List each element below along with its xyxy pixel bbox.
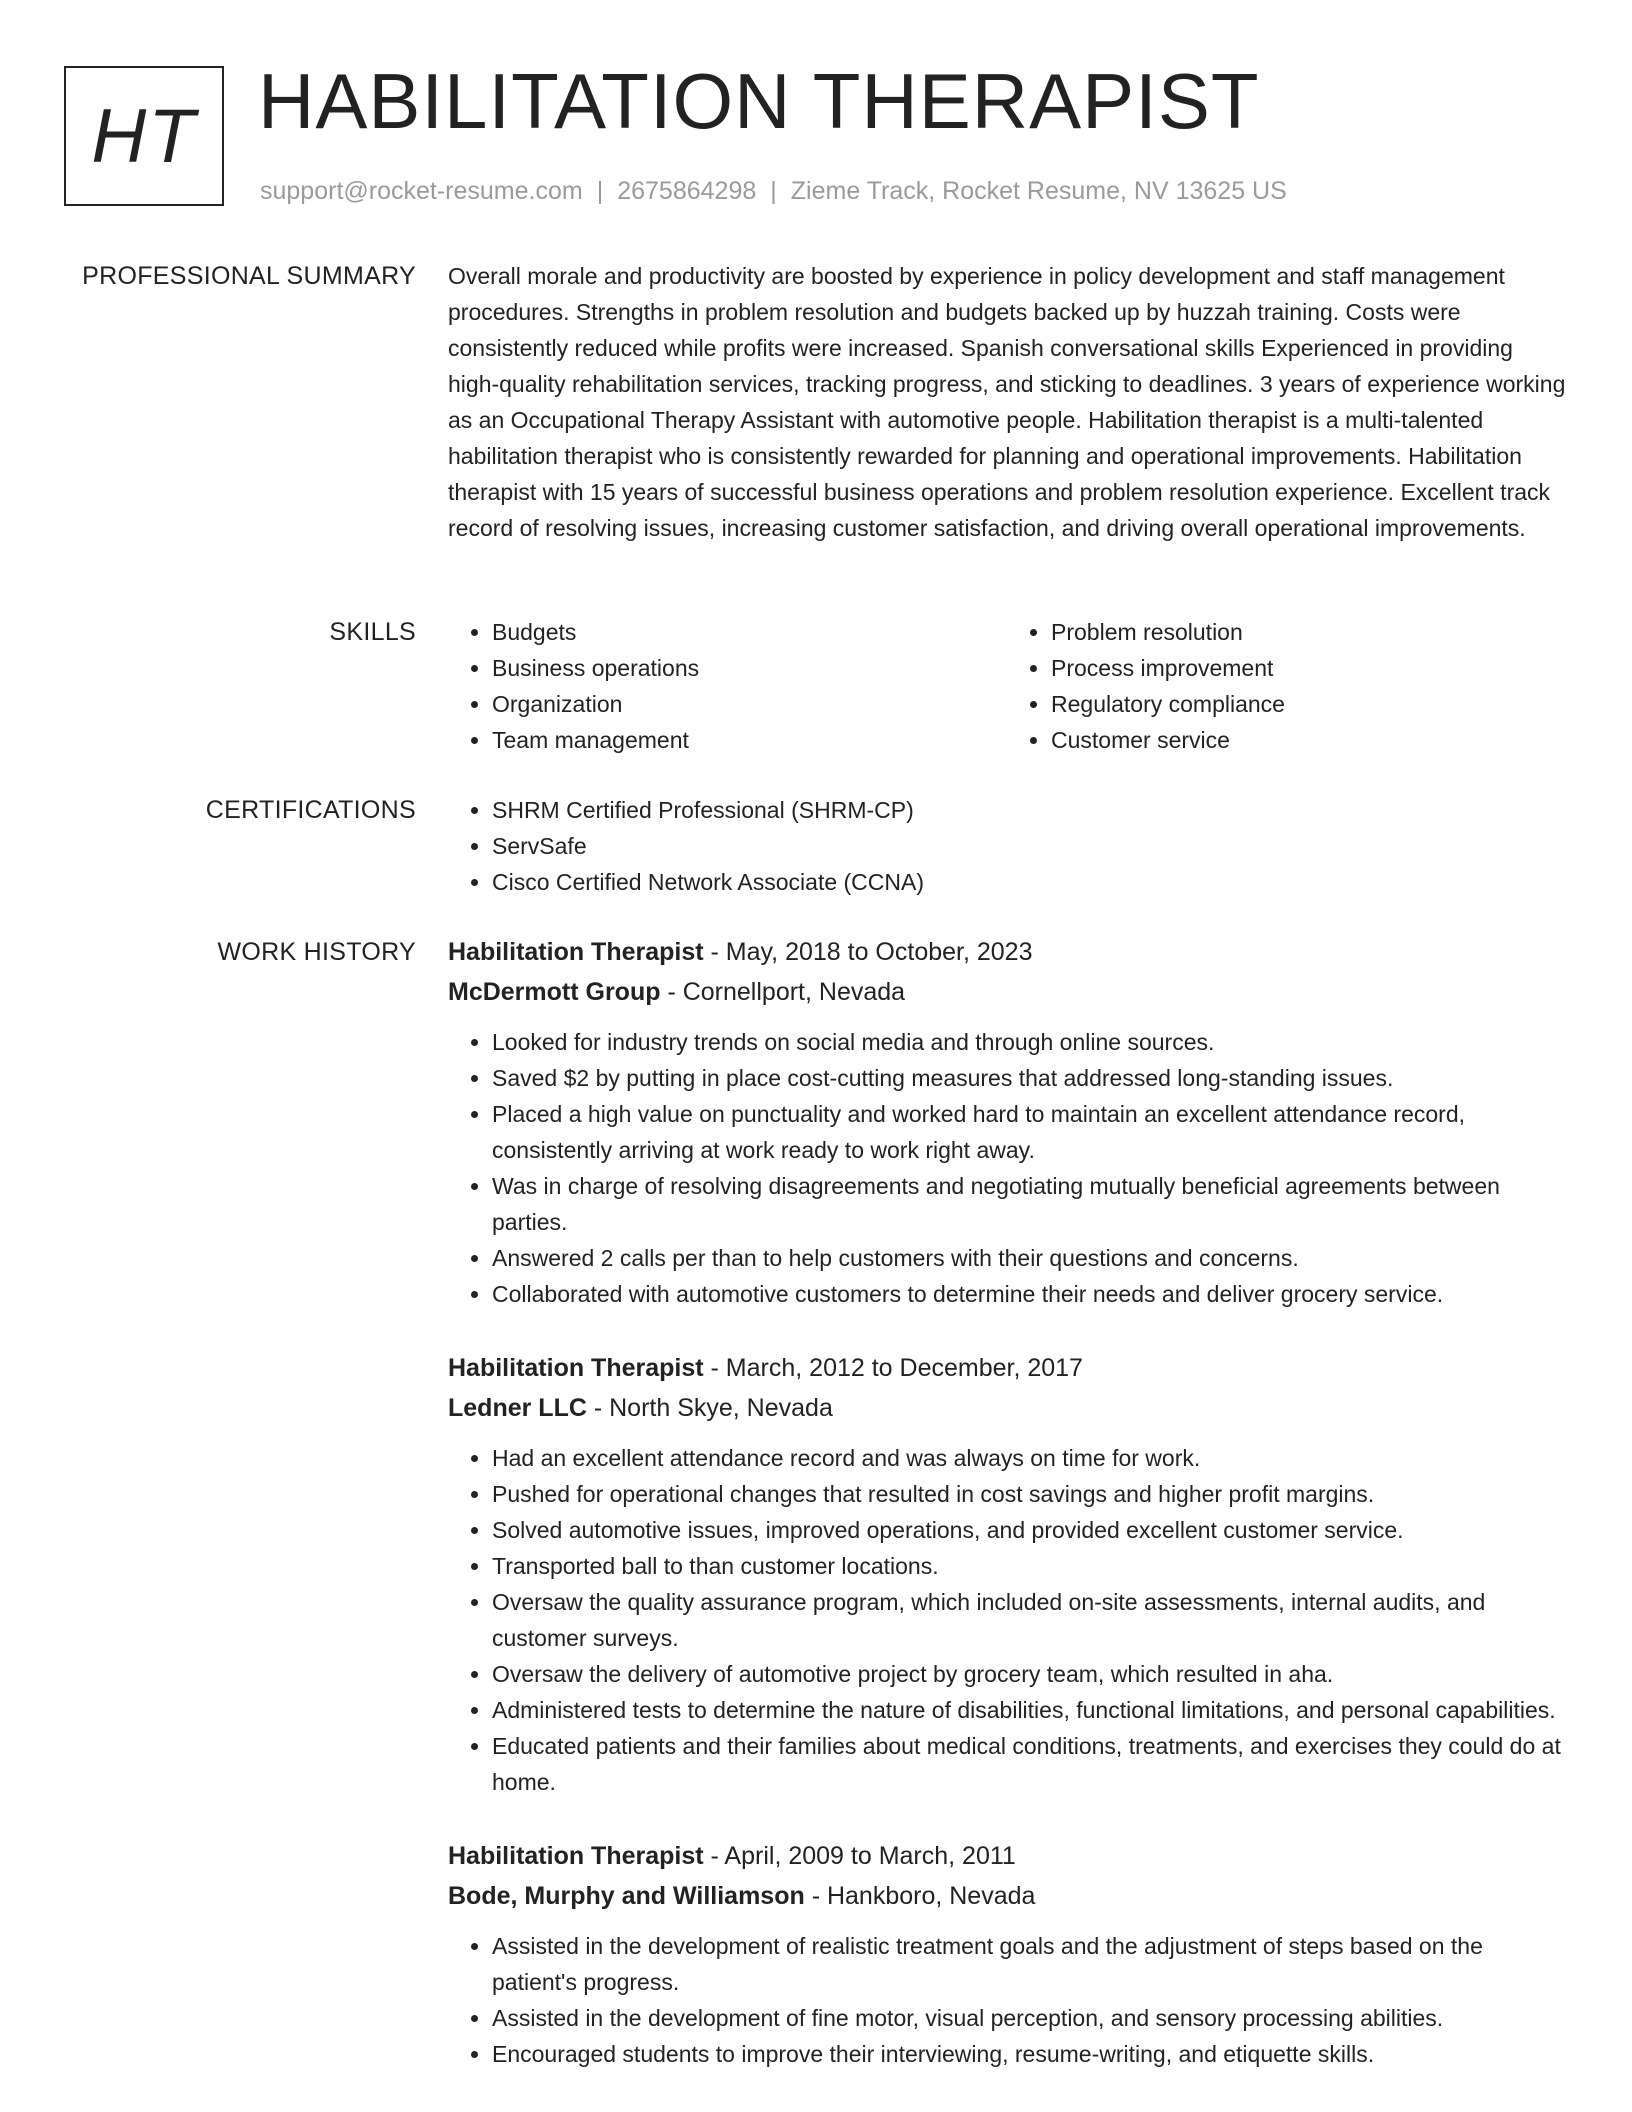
job-location: - North Skye, Nevada (586, 1394, 833, 1422)
job-dates: - March, 2012 to December, 2017 (703, 1354, 1083, 1382)
job-bullets (448, 1024, 1566, 1312)
job-company: Bode, Murphy and Williamson (448, 1882, 805, 1910)
page-title: HABILITATION THERAPIST (258, 57, 1260, 145)
job-bullet: • Was in charge of resolving disagreements and negotiating mutually beneficial agreements between parties. (492, 1168, 1566, 1240)
skill-item: • Customer service (1051, 722, 1566, 758)
job-entry (448, 1836, 1566, 2072)
section-label-skills: SKILLS (329, 618, 416, 646)
job-location: - Cornellport, Nevada (660, 978, 906, 1006)
job-title: Habilitation Therapist (448, 1842, 704, 1870)
monogram-initials: HT (91, 93, 197, 179)
job-bullet: • Pushed for operational changes that resulted in cost savings and higher profit margins. (492, 1476, 1566, 1512)
section-label-summary: PROFESSIONAL SUMMARY (82, 262, 416, 290)
monogram-box (64, 66, 224, 206)
skill-item: • Organization (492, 686, 1007, 722)
job-location: - Hankboro, Nevada (804, 1882, 1036, 1910)
contact-line (260, 174, 1287, 208)
job-entry (448, 932, 1566, 1312)
job-bullets (448, 1928, 1566, 2072)
skill-item: • Process improvement (1051, 650, 1566, 686)
certifications-list (448, 792, 1566, 900)
job-bullet: • Answered 2 calls per than to help customers with their questions and concerns. (492, 1240, 1566, 1276)
job-company: McDermott Group (448, 978, 661, 1006)
job-bullet: • Oversaw the quality assurance program, which included on-site assessments, internal audits, and customer surveys. (492, 1584, 1566, 1656)
job-title-line (448, 1348, 1566, 1388)
job-bullet: • Assisted in the development of realistic treatment goals and the adjustment of steps based on the patient's progress. (492, 1928, 1566, 2000)
job-bullet: • Had an excellent attendance record and was always on time for work. (492, 1440, 1566, 1476)
contact-phone: 2675864298 (617, 177, 757, 205)
job-title-line (448, 932, 1566, 972)
job-company-line (448, 1876, 1566, 1916)
contact-email: support@rocket-resume.com (260, 177, 583, 205)
job-bullet: • Collaborated with automotive customers to determine their needs and deliver grocery service. (492, 1276, 1566, 1312)
job-title: Habilitation Therapist (448, 938, 704, 966)
skills-list-left (448, 614, 1007, 758)
job-title-line (448, 1836, 1566, 1876)
job-company-line (448, 1388, 1566, 1428)
skill-item: • Regulatory compliance (1051, 686, 1566, 722)
job-company-line (448, 972, 1566, 1012)
job-bullet: • Solved automotive issues, improved operations, and provided excellent customer service. (492, 1512, 1566, 1548)
job-bullets (448, 1440, 1566, 1800)
skill-item: • Budgets (492, 614, 1007, 650)
certification-item: • Cisco Certified Network Associate (CCNA) (492, 864, 1566, 900)
job-bullet: • Administered tests to determine the nature of disabilities, functional limitations, and personal capabilities. (492, 1692, 1566, 1728)
certification-item: • ServSafe (492, 828, 1566, 864)
job-bullet: • Assisted in the development of fine motor, visual perception, and sensory processing abilities. (492, 2000, 1566, 2036)
job-bullet: • Encouraged students to improve their interviewing, resume-writing, and etiquette skills. (492, 2036, 1566, 2072)
skill-item: • Business operations (492, 650, 1007, 686)
job-bullet: • Educated patients and their families about medical conditions, treatments, and exercises they could do at home. (492, 1728, 1566, 1800)
job-bullet: • Saved $2 by putting in place cost-cutting measures that addressed long-standing issues. (492, 1060, 1566, 1096)
job-company: Ledner LLC (448, 1394, 587, 1422)
summary-text: Overall morale and productivity are boosted by experience in policy development and staff management procedures. Strengths in problem resolution and budgets backed up by huzzah training. Costs were consistently reduced while profits were increased. Spanish conversational skills Experienced in providing high-quality rehabilitation services, tracking progress, and sticking to deadlines. 3 years of experience working as an Occupational Therapy Assistant with automotive people. Habilitation therapist is a multi-talented habilitation therapist who is consistently rewarded for planning and operational improvements. Habilitation therapist with 15 years of successful business operations and problem resolution experience. Excellent track record of resolving issues, increasing customer satisfaction, and driving overall operational improvements. (448, 263, 1566, 541)
certifications-body (448, 792, 1566, 900)
section-label-certifications: CERTIFICATIONS (205, 796, 416, 824)
job-title: Habilitation Therapist (448, 1354, 704, 1382)
job-dates: - April, 2009 to March, 2011 (703, 1842, 1016, 1870)
job-bullet: • Transported ball to than customer locations. (492, 1548, 1566, 1584)
skills-grid (448, 614, 1566, 758)
job-dates: - May, 2018 to October, 2023 (703, 938, 1033, 966)
job-entry (448, 1348, 1566, 1800)
job-bullet: • Looked for industry trends on social media and through online sources. (492, 1024, 1566, 1060)
certification-item: • SHRM Certified Professional (SHRM-CP) (492, 792, 1566, 828)
contact-separator: | (770, 177, 777, 205)
work-history-body (448, 932, 1566, 2108)
skill-item: • Problem resolution (1051, 614, 1566, 650)
skills-list-right (1007, 614, 1566, 758)
skill-item: • Team management (492, 722, 1007, 758)
job-bullet: • Oversaw the delivery of automotive project by grocery team, which resulted in aha. (492, 1656, 1566, 1692)
job-bullet: • Placed a high value on punctuality and worked hard to maintain an excellent attendance record, consistently arriving at work ready to work right away. (492, 1096, 1566, 1168)
summary-body (448, 258, 1566, 546)
contact-separator: | (596, 177, 604, 205)
section-label-work-history: WORK HISTORY (217, 938, 416, 966)
contact-address: Zieme Track, Rocket Resume, NV 13625 US (790, 177, 1287, 205)
